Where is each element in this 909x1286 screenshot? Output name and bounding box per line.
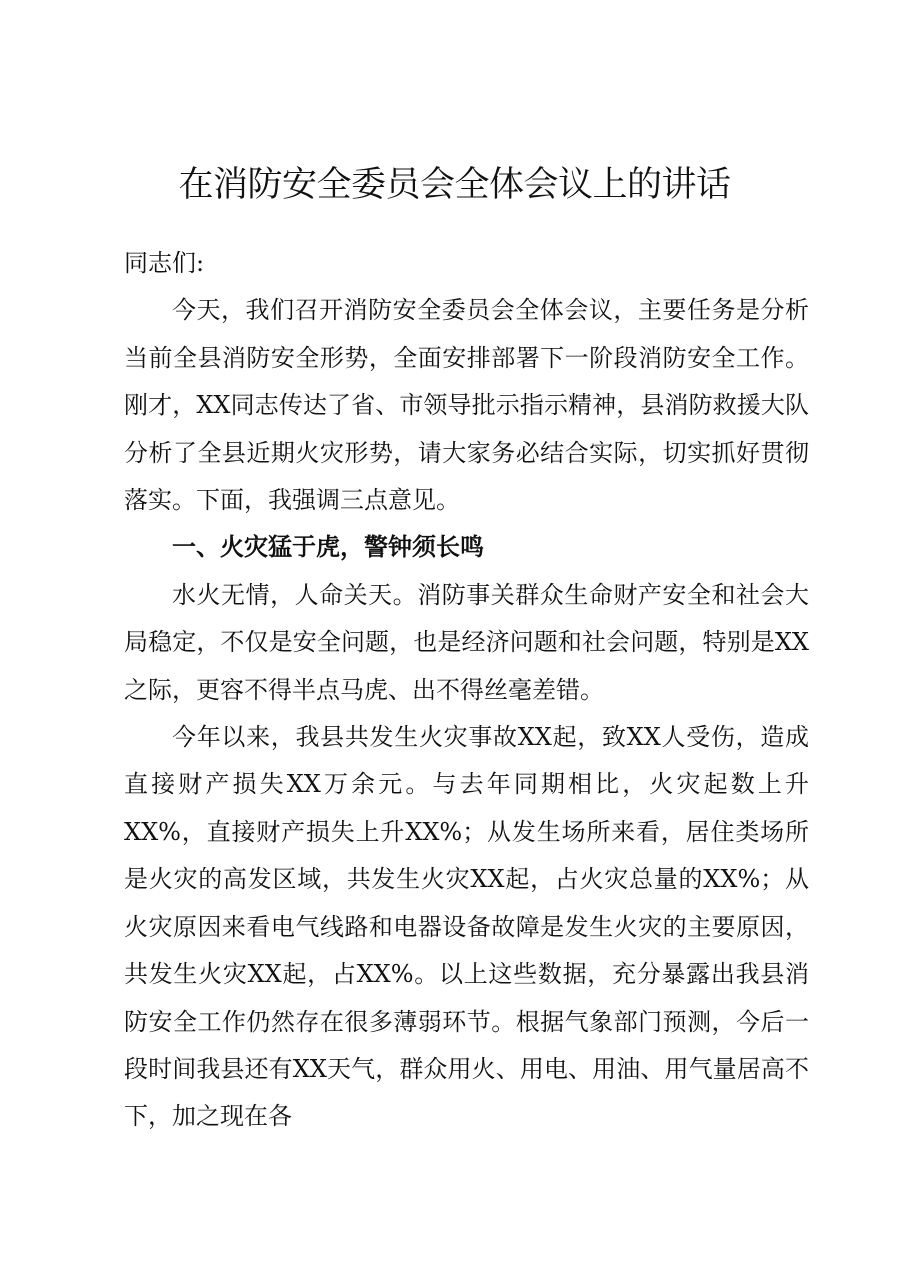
paragraph-2: 今年以来，我县共发生火灾事故XX起，致XX人受伤，造成直接财产损失XX万余元。与去年同期相比，火灾起数上升XX%，直接财产损失上升XX%；从发生场所来看，居住类场所是火灾的高发区域，共发生火灾XX起，占火灾总量的XX%；从火灾原因来看电气线路和电器设备故障是发生火灾的主要原因，共发生火灾XX起，占XX%。以上这些数据，充分暴露出我县消防安全工作仍然存在很多薄弱环节。根据气象部门预测，今后一段时间我县还有XX天气，群众用火、用电、用油、用气量居高不下，加之现在各 xyxy=(124,723,809,1131)
paragraph-1: 水火无情，人命关天。消防事关群众生命财产安全和社会大局稳定，不仅是安全问题，也是经济问题和社会问题，特别是XX之际，更容不得半点马虎、出不得丝毫差错。 xyxy=(124,580,809,704)
section-heading-1: 一、火灾猛于虎，警钟须长鸣 xyxy=(172,533,484,562)
document-body xyxy=(124,240,809,1141)
salutation: 同志们: xyxy=(124,249,205,277)
document-title: 在消防安全委员会全体会议上的讲话 xyxy=(178,165,731,205)
paragraph-intro: 今天，我们召开消防安全委员会全体会议，主要任务是分析当前全县消防安全形势，全面安排部署下一阶段消防安全工作。刚才，XX同志传达了省、市领导批示指示精神，县消防救援大队分析了全县近期火灾形势，请大家务必结合实际，切实抓好贯彻落实。下面，我强调三点意见。 xyxy=(124,296,809,515)
